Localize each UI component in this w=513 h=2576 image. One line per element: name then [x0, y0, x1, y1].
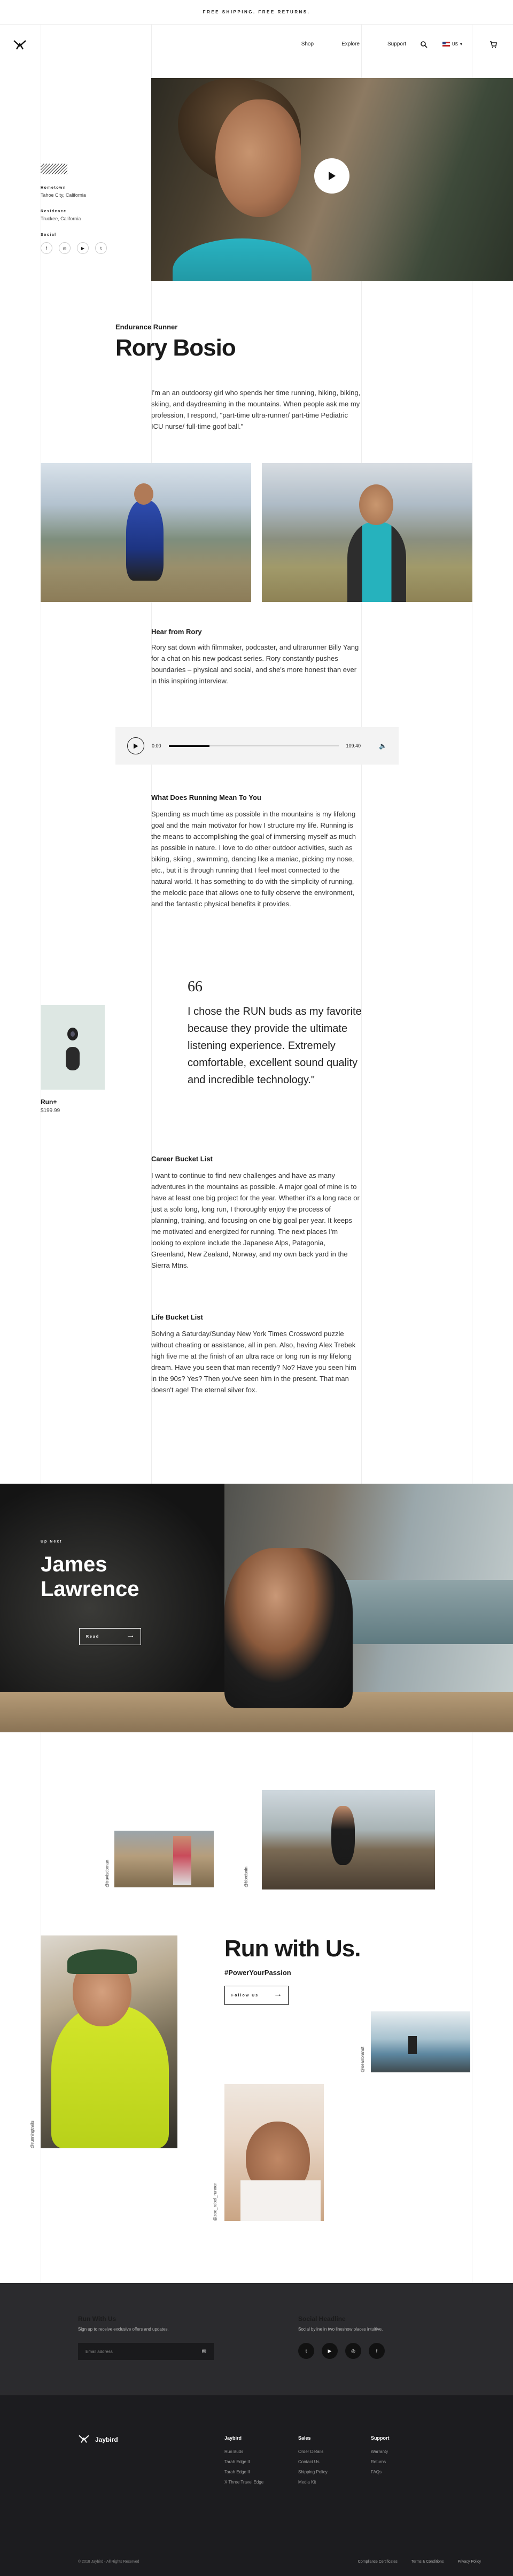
pull-quote: I chose the RUN buds as my favorite because they provide the ultimate listening experience. Extremely comfortable, excellent sound quality and incredible technology.": [188, 1006, 362, 1086]
life-title: Life Bucket List: [151, 1313, 203, 1321]
region-label: US: [452, 42, 458, 47]
quote-mark-icon: 66: [188, 978, 203, 995]
earbuds-case-icon: [61, 1023, 84, 1071]
legal-link[interactable]: Terms & Conditions: [411, 2560, 444, 2564]
audio-current-time: 0:00: [152, 743, 161, 749]
arrow-right-icon: ⟶: [127, 1635, 134, 1639]
footer-col-3: [371, 2435, 390, 2480]
arrow-right-icon: ⟶: [275, 1994, 282, 1997]
handle-5: @zoe_rebel_runner: [213, 2183, 217, 2221]
residence-value: Truckee, California: [41, 216, 81, 221]
community-photo-1[interactable]: [114, 1831, 214, 1887]
footer-link[interactable]: Warranty: [371, 2449, 388, 2454]
legal-link[interactable]: Privacy Policy: [457, 2560, 481, 2564]
athlete-photo: [224, 1548, 353, 1708]
us-flag-icon: [442, 42, 450, 47]
footer-link[interactable]: Contact Us: [298, 2459, 320, 2464]
mail-icon[interactable]: ✉: [201, 2348, 206, 2355]
youtube-icon[interactable]: ▶: [77, 242, 89, 254]
next-athlete-name: [41, 1552, 139, 1601]
life-text: Solving a Saturday/Sunday New York Times Crossword puzzle without cheating or assistance, all in pen. Also, having Alex Trebek high five me at the finish of an ultra race or long run is my lifelong dream. Have you seen that man recently? No? Have you seen him in the 90s? Yes? Then you've seen him in the present. That man doesn't age! The eternal silver fox.: [151, 1330, 356, 1394]
legal-link[interactable]: Compliance Certificates: [357, 2560, 398, 2564]
footer-link[interactable]: Run Buds: [224, 2449, 244, 2454]
jaybird-logo-icon[interactable]: [13, 38, 27, 50]
footer-col-1-title: Jaybird: [224, 2435, 242, 2441]
top-nav: [0, 32, 513, 59]
hashtag: #PowerYourPassion: [224, 1969, 291, 1977]
pattern-decoration: [41, 164, 67, 174]
social-text: Social byline in two lineshow places intuitive.: [298, 2327, 383, 2332]
bucket-title: Career Bucket List: [151, 1155, 213, 1163]
audio-duration: 109:40: [346, 743, 361, 749]
play-button[interactable]: [314, 158, 349, 194]
chevron-down-icon: ▾: [460, 42, 462, 47]
community-photo-4[interactable]: [371, 2011, 470, 2072]
instagram-icon[interactable]: ◎: [345, 2343, 361, 2359]
email-placeholder: Email address: [86, 2349, 113, 2354]
handle-4: @seanbrandt: [360, 2046, 365, 2072]
newsletter-title: Run With Us: [78, 2315, 116, 2323]
hometown-value: Tahoe City, California: [41, 192, 86, 198]
cart-icon[interactable]: [489, 41, 497, 48]
hero-video[interactable]: [151, 78, 513, 281]
footer-col-2-title: Sales: [298, 2435, 311, 2441]
running-title: What Does Running Mean To You: [151, 793, 261, 801]
twitter-icon[interactable]: t: [298, 2343, 314, 2359]
twitter-icon[interactable]: t: [95, 242, 107, 254]
facebook-icon[interactable]: f: [369, 2343, 385, 2359]
nav-support[interactable]: Support: [387, 41, 406, 47]
jaybird-logo-icon[interactable]: [78, 2434, 90, 2443]
handle-1: @travisdoman: [105, 1860, 110, 1887]
run-with-us-title: Run with Us.: [224, 1935, 361, 1962]
hear-title: Hear from Rory: [151, 628, 202, 636]
promo-bar: FREE SHIPPING. FREE RETURNS.: [0, 0, 513, 25]
hometown-label: Hometown: [41, 186, 66, 190]
handle-2: @bbrdsnin: [244, 1867, 248, 1887]
portrait-photo: [262, 463, 472, 602]
newsletter-text: Sign up to receive exclusive offers and updates.: [78, 2327, 169, 2332]
residence-label: Residence: [41, 210, 67, 213]
product-card[interactable]: [41, 1005, 105, 1114]
name-line-1: James: [41, 1553, 107, 1576]
read-label: Read: [86, 1634, 100, 1639]
hear-text: Rory sat down with filmmaker, podcaster, and ultrarunner Billy Yang for a chat on his new podcast series. Rory constantly pushes boundaries – physical and social, and she's more honest than ever in this inspiring interview.: [151, 643, 359, 685]
intro-text: I'm an an outdoorsy girl who spends her time running, hiking, biking, skiing, and daydreaming in the mountains. When people ask me my profession, I respond, "part-time ultra-runner/ part-time Pediatric ICU nurse/ full-time goof ball.": [151, 389, 361, 430]
audio-player: [115, 727, 399, 765]
play-icon: [328, 171, 336, 181]
product-price: $199.99: [41, 1108, 60, 1114]
footer-link[interactable]: Tarah Edge II: [224, 2459, 250, 2464]
community-photo-5[interactable]: [224, 2084, 324, 2221]
name-line-2: Lawrence: [41, 1577, 139, 1601]
athlete-sidebar: [41, 164, 121, 254]
community-photo-3[interactable]: [41, 1935, 177, 2148]
audio-progress-track[interactable]: [169, 745, 339, 746]
footer-link[interactable]: X Three Travel Edge: [224, 2480, 264, 2485]
follow-us-button[interactable]: [224, 1986, 289, 2005]
facebook-icon[interactable]: f: [41, 242, 52, 254]
email-field[interactable]: [78, 2343, 214, 2360]
athlete-kicker: Endurance Runner: [115, 323, 178, 331]
footer-link[interactable]: Order Details: [298, 2449, 324, 2454]
newsletter-section: [0, 2283, 513, 2395]
up-next-label: Up Next: [41, 1540, 63, 1544]
footer-link[interactable]: Returns: [371, 2459, 386, 2464]
athlete-name: Rory Bosio: [115, 335, 236, 361]
footer-col-3-title: Support: [371, 2435, 390, 2441]
social-label: Social: [41, 233, 57, 237]
running-photo: [41, 463, 251, 602]
read-button[interactable]: [79, 1628, 141, 1645]
footer-link[interactable]: Tarah Edge II: [224, 2470, 250, 2474]
footer-col-1: [224, 2435, 263, 2490]
footer-link[interactable]: Shipping Policy: [298, 2470, 328, 2474]
audio-progress-fill: [169, 745, 209, 747]
footer-link[interactable]: Media Kit: [298, 2480, 316, 2485]
youtube-icon[interactable]: ▶: [322, 2343, 338, 2359]
nav-explore[interactable]: Explore: [341, 41, 360, 47]
instagram-icon[interactable]: ◎: [59, 242, 71, 254]
play-icon: [133, 743, 138, 749]
search-icon[interactable]: [420, 41, 428, 48]
running-text: Spending as much time as possible in the mountains is my lifelong goal and the main motivator for how I structure my life. Running is the means to accomplishing the goal of immersing myself as much as possible in nature. I love to do other outdoor activities, such as biking, skiing , swimming, dancing like a maniac, picking my nose, etc., but it is through running that I feel most connected to the natural world. It has something to do with the simplicity of running, the melodic pace that allows one to fully observe the environment, and the fantastic physical benefits it provides.: [151, 810, 356, 908]
audio-play-button[interactable]: [127, 737, 144, 754]
footer-link[interactable]: FAQs: [371, 2470, 382, 2474]
social-title: Social Headline: [298, 2315, 346, 2323]
bucket-text: I want to continue to find new challenges and have as many adventures in the mountains as possible. A major goal of mine is to have at least one big project for the year. Whether it's a long race or just a solo long, long run, I thoroughly enjoy the process of planning, training, and focusing on one big goal per year. It keeps me motivated and energized for running. The next places I'm looking to explore include the Japanese Alps, Patagonia, Greenland, New Zealand, Norway, and my own back yard in the Sierra Mtns.: [151, 1171, 360, 1269]
handle-3: @runningtrails: [30, 2120, 35, 2148]
product-name: Run+: [41, 1098, 57, 1106]
follow-label: Follow Us: [231, 1993, 259, 1997]
volume-icon[interactable]: 🔈: [379, 742, 387, 750]
copyright: © 2018 Jaybird - All Rights Reserved: [78, 2560, 139, 2564]
nav-shop[interactable]: Shop: [301, 41, 314, 47]
community-photo-2[interactable]: [262, 1790, 435, 1889]
region-selector[interactable]: [442, 42, 462, 47]
next-athlete-banner: [0, 1484, 513, 1732]
footer-col-2: [298, 2435, 328, 2490]
product-image: [41, 1005, 105, 1090]
legal-links: [358, 2560, 481, 2564]
footer-brand: Jaybird: [95, 2436, 118, 2443]
